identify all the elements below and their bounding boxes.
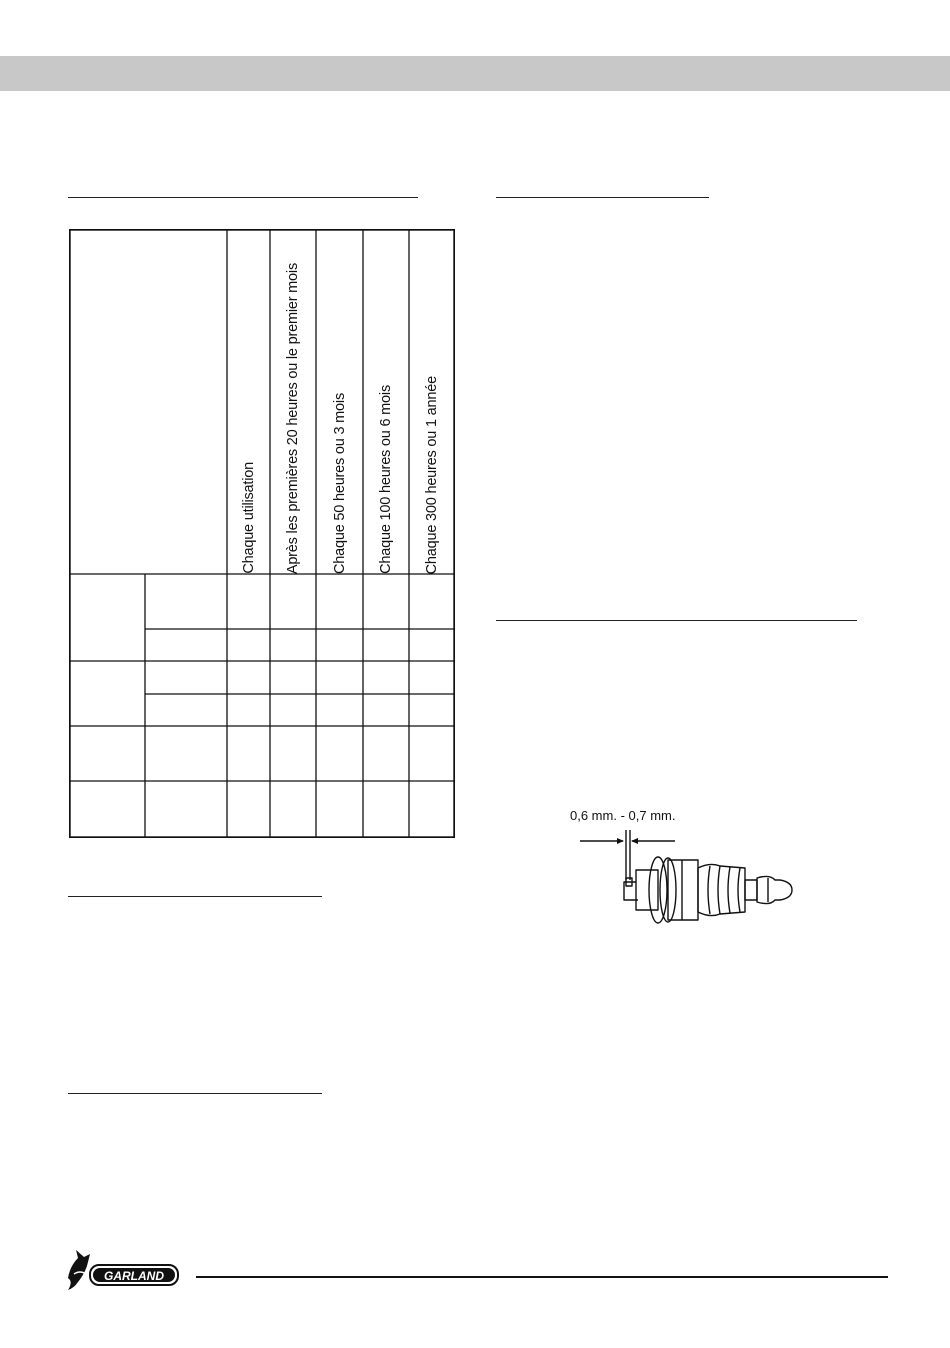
garland-logo	[64, 1248, 182, 1294]
section-rule-3	[496, 620, 857, 621]
brand-text: GARLAND	[104, 1269, 164, 1283]
header-300-heures: Chaque 300 heures ou 1 année	[424, 375, 440, 574]
spark-plug-illustration	[560, 800, 810, 930]
header-band	[0, 56, 950, 91]
header-50-heures: Chaque 50 heures ou 3 mois	[331, 392, 348, 574]
header-100-heures: Chaque 100 heures ou 6 mois	[378, 385, 394, 574]
section-rule-2	[496, 197, 709, 198]
section-rule-1	[68, 197, 418, 198]
spark-gap-label: 0,6 mm. - 0,7 mm.	[570, 808, 676, 823]
footer-rule	[196, 1276, 888, 1278]
maintenance-table	[69, 229, 455, 838]
header-premieres-20-heures: Après les premières 20 heures ou le premier mois	[285, 262, 301, 574]
section-rule-5	[68, 1093, 322, 1094]
header-chaque-utilisation: Chaque utilisation	[240, 462, 257, 574]
section-rule-4	[68, 896, 322, 897]
